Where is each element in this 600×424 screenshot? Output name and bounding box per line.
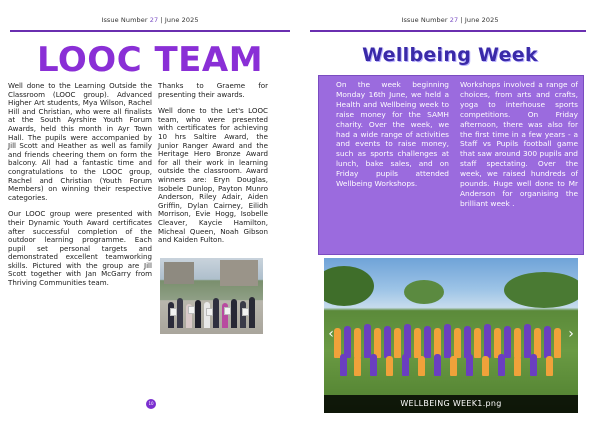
- article-column-2: [158, 82, 268, 253]
- issue-number: 27: [149, 16, 159, 24]
- section-title: Wellbeing Week: [362, 44, 538, 66]
- paragraph: Our LOOC group were presented with their Dynamic Youth Award certificates after successful completion of the outdoor learning programme. Each pupil set personal targets and demonstrated excellent teamworking skills. Pictured with the group are Jill Scott together with Jan McGarry from Thriving Communities team.: [8, 209, 152, 288]
- issue-separator: |: [160, 16, 163, 24]
- issue-date: June 2025: [164, 16, 199, 24]
- wellbeing-football-photo[interactable]: [324, 258, 578, 413]
- page-title: LOOC TEAM: [36, 40, 264, 80]
- issue-header: [300, 16, 600, 24]
- issue-prefix: Issue Number: [101, 16, 148, 24]
- wellbeing-column-2: Workshops involved a range of choices, from arts and crafts, yoga to interhouse sports competitions. On Friday afternoon, there was also for the first time in a few years - a Staff vs Pupils football game that saw around 300 pupils and staff spectating. Over the week, we raised hundreds of pounds. Huge well done to Mr Anderson for organising the brilliant week .: [460, 80, 578, 208]
- issue-number: 27: [449, 16, 459, 24]
- issue-date: June 2025: [464, 16, 499, 24]
- issue-prefix: Issue Number: [401, 16, 448, 24]
- wellbeing-column-1: On the week beginning Monday 16th June, we held a Health and Wellbeing week to raise money for the SAMH charity. Over the week, we had a wide range of activities and events to raise money, such as sports challenges at lunch, bake sales, and on Friday pupils attended Wellbeing Workshops.: [336, 80, 449, 189]
- paragraph: Well done to the Learning Outside the Classroom (LOOC group). Advanced Higher Art students, Mya Wilson, Rachel Hill and Christian, who were all finalists at the South Ayrshire Youth Forum Awards, held this month in Ayr Town Hall. The pupils were accompanied by Jill Scott and Heather as well as family and friends cheering them on form the balcony. All had a fantastic time and congratulations to the LOOC group, Rachel and Christian (Youth Forum Members) on winning their respective categories.: [8, 81, 152, 202]
- header-rule: [310, 30, 586, 32]
- article-column-1: [8, 82, 152, 296]
- header-rule: [10, 30, 290, 32]
- previous-arrow-icon[interactable]: ‹: [328, 326, 334, 342]
- paragraph: Well done to the Let's LOOC team, who were presented with certificates for achieving 10 hrs Saltire Award, the Junior Ranger Award and the Heritage Hero Bronze Award for all their work in learning outside the classroom. Award winners are: Eryn Douglas, Isobele Dunlop, Payton Munro Anderson, Riley Adair, Aiden Griffin, Dylan Cairney, Eilidh Morrison, Evie Hogg, Isobelle Cleaver, Kaycie Hamilton, Micheal Queen, Noah Gibson and Kaiden Fulton.: [158, 106, 268, 245]
- paragraph: Thanks to Graeme for presenting their awards.: [158, 81, 268, 99]
- photo-caption: WELLBEING WEEK1.png: [324, 395, 578, 413]
- issue-header: [0, 16, 300, 24]
- page-number: 10: [146, 399, 156, 409]
- looc-group-photo: [160, 258, 263, 334]
- issue-separator: |: [460, 16, 463, 24]
- next-arrow-icon[interactable]: ›: [568, 326, 574, 342]
